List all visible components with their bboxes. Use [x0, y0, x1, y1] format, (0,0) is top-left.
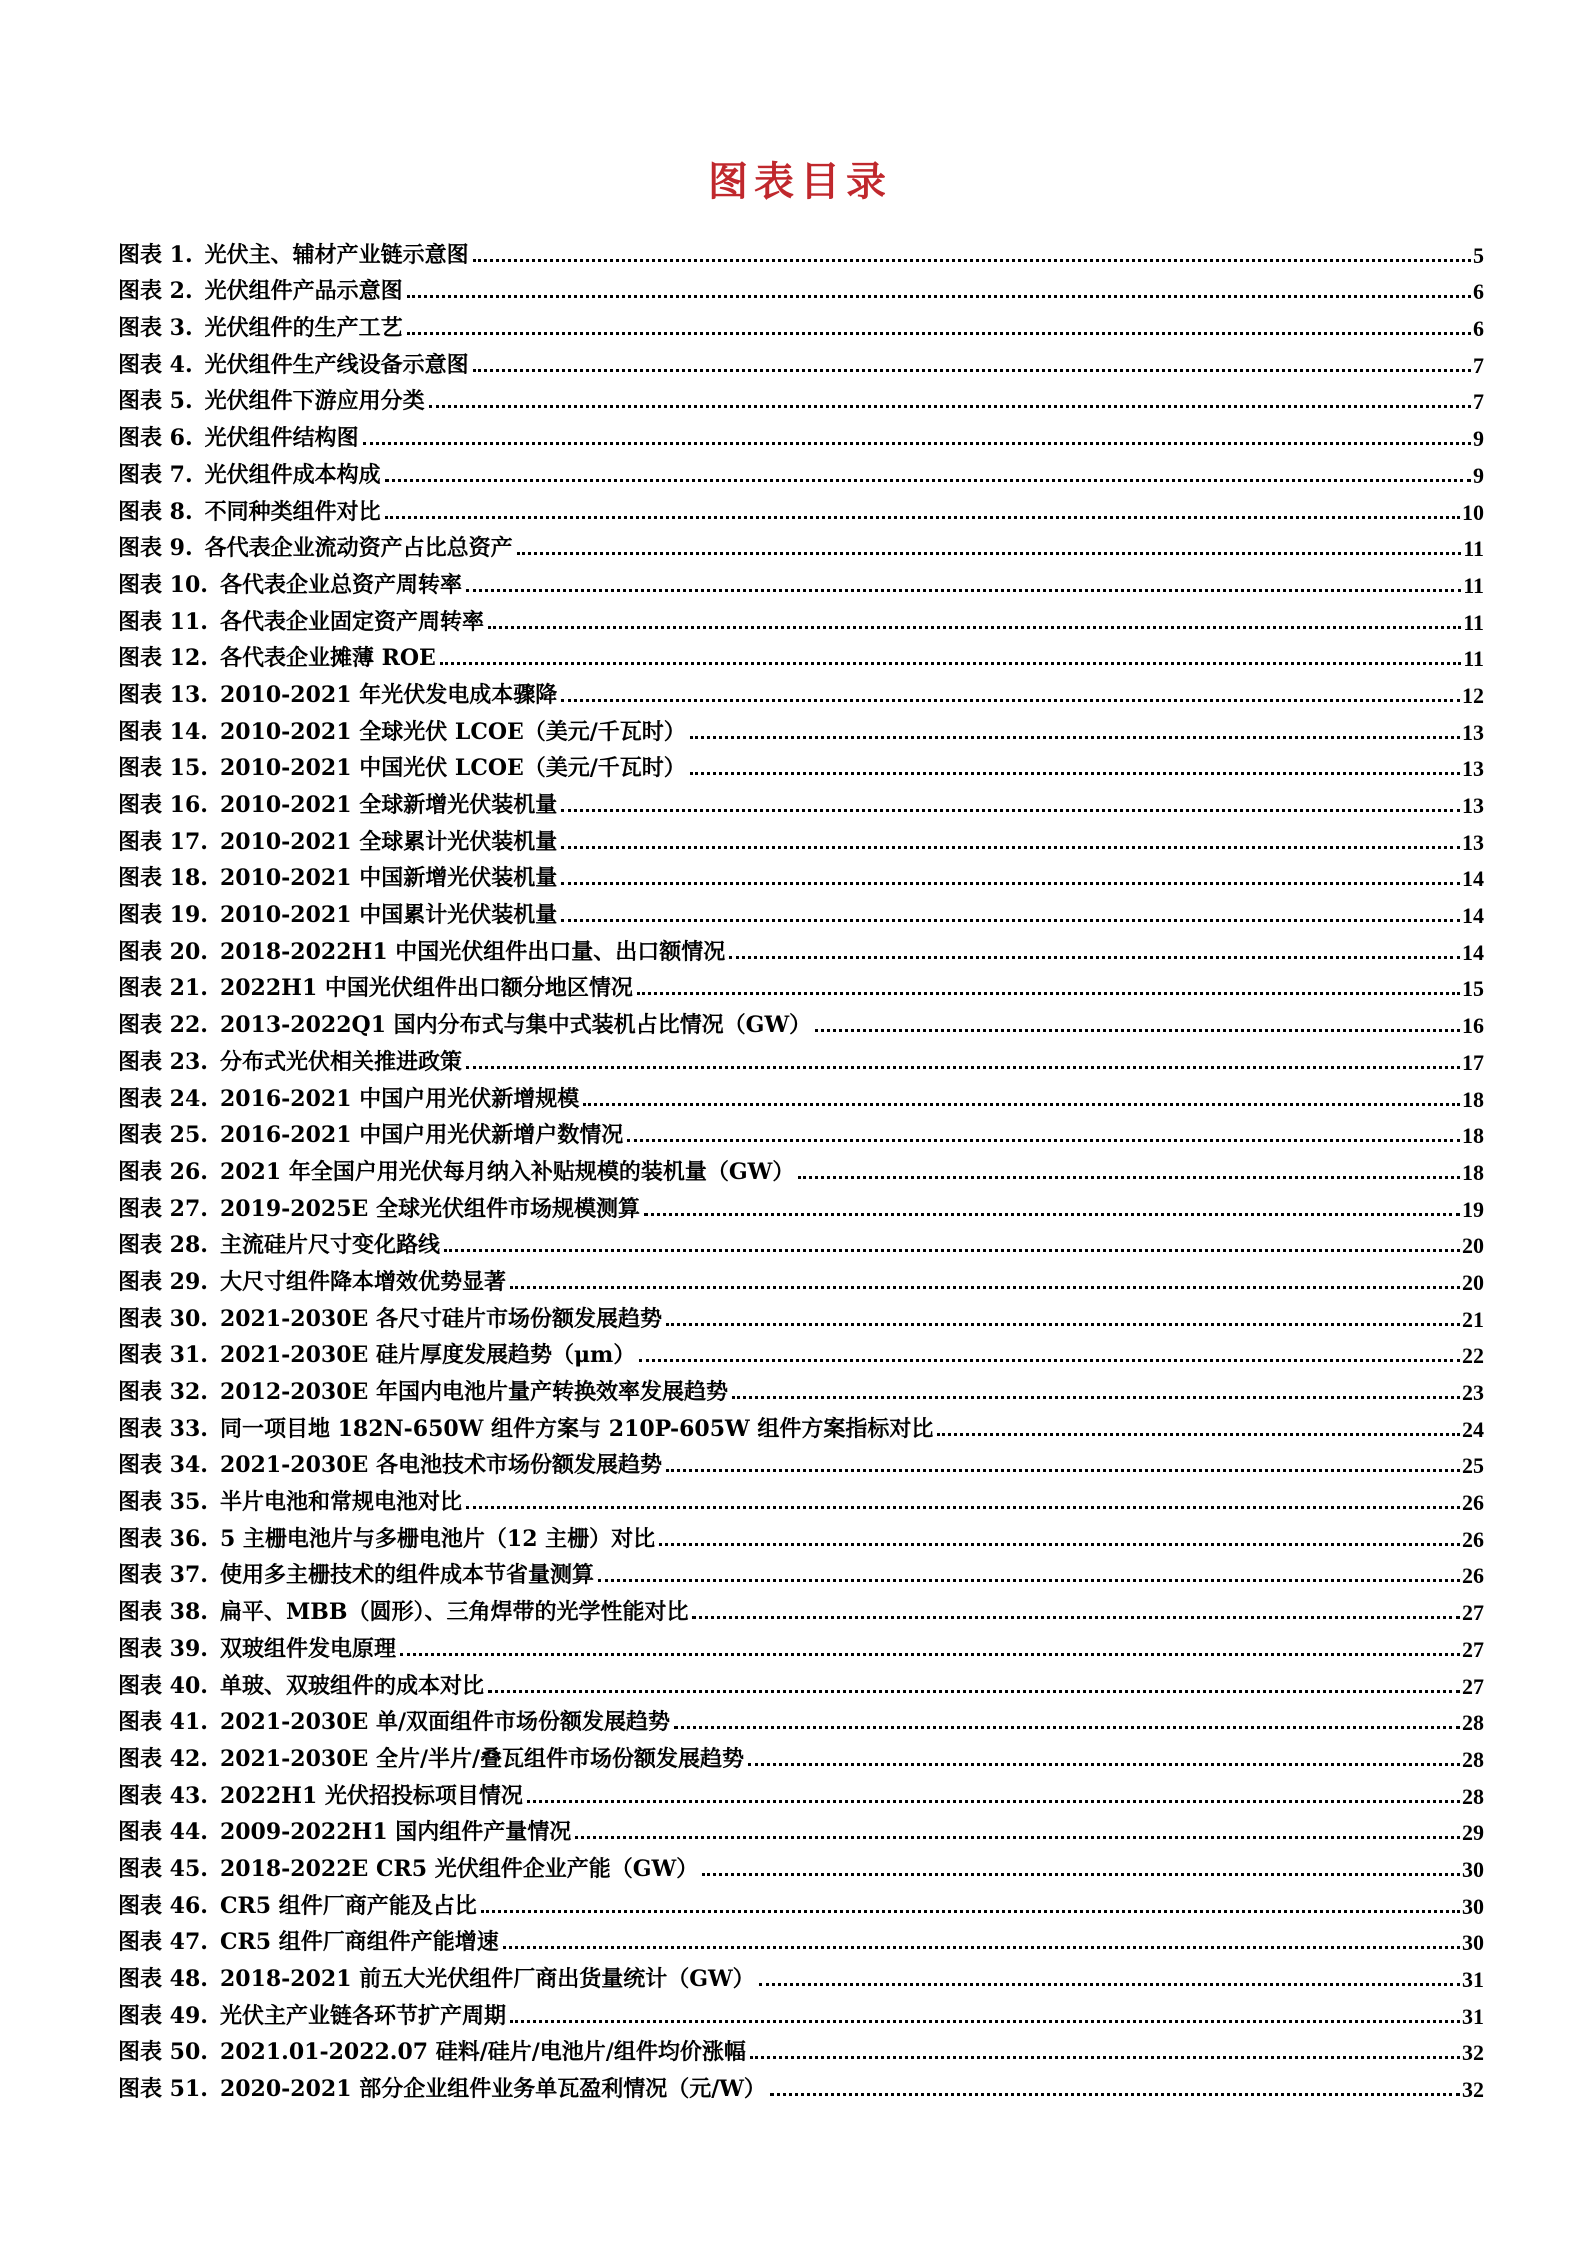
- entry-page: 12: [1462, 682, 1484, 708]
- entry-page: 17: [1462, 1049, 1484, 1075]
- entry-label: 半片电池和常规电池对比: [219, 1489, 462, 1516]
- entry-page: 29: [1462, 1820, 1484, 1846]
- entry-number: 图表 43.: [118, 1782, 208, 1809]
- entry-label: 2010-2021 全球新增光伏装机量: [219, 792, 558, 818]
- toc-entry[interactable]: [118, 1993, 1484, 2030]
- toc-entry[interactable]: [118, 1002, 1484, 1039]
- dot-leader: [561, 846, 1460, 849]
- entry-label: 2019-2025E 全球光伏组件市场规模测算: [219, 1195, 640, 1222]
- entry-page: 32: [1462, 2077, 1484, 2103]
- entry-label: 光伏组件的生产工艺: [204, 315, 403, 342]
- toc-entry[interactable]: [118, 1149, 1484, 1186]
- dot-leader: [674, 1726, 1460, 1729]
- entry-page: 10: [1462, 499, 1484, 525]
- toc-entry[interactable]: [118, 1076, 1484, 1113]
- entry-page: 20: [1462, 1269, 1484, 1295]
- toc-entry[interactable]: [118, 1589, 1484, 1626]
- dot-leader: [488, 1690, 1460, 1693]
- entry-label: 单玻、双玻组件的成本对比: [219, 1672, 484, 1699]
- dot-leader: [407, 295, 1471, 298]
- dot-leader: [385, 479, 1471, 482]
- entry-number: 图表 18.: [118, 865, 208, 892]
- dot-leader: [517, 552, 1462, 555]
- entry-page: 11: [1463, 536, 1484, 562]
- dot-leader: [561, 699, 1460, 702]
- toc-entry[interactable]: [118, 232, 1484, 269]
- toc-entry[interactable]: [118, 1663, 1484, 1700]
- entry-number: 图表 11.: [118, 608, 208, 635]
- entry-page: 27: [1462, 1600, 1484, 1626]
- dot-leader: [750, 2056, 1460, 2059]
- entry-page: 5: [1473, 242, 1484, 268]
- toc-entry[interactable]: [118, 1333, 1484, 1370]
- entry-page: 19: [1462, 1196, 1484, 1222]
- toc-entry[interactable]: [118, 1406, 1484, 1443]
- entry-label: 分布式光伏相关推进政策: [219, 1048, 462, 1075]
- toc-entry[interactable]: [118, 636, 1484, 673]
- entry-number: 图表 15.: [118, 755, 208, 782]
- entry-label: 2016-2021 中国户用光伏新增规模: [219, 1085, 580, 1112]
- entry-number: 图表 19.: [118, 902, 208, 929]
- dot-leader: [637, 992, 1460, 995]
- entry-number: 图表 4.: [118, 351, 193, 378]
- entry-label: 大尺寸组件降本增效优势显著: [219, 1268, 506, 1295]
- entry-page: 18: [1462, 1159, 1484, 1185]
- dot-leader: [692, 1616, 1460, 1619]
- entry-number: 图表 47.: [118, 1929, 208, 1956]
- toc-entry[interactable]: [118, 1039, 1484, 1076]
- entry-page: 30: [1462, 1893, 1484, 1919]
- dot-leader: [639, 1359, 1460, 1362]
- entry-label: CR5 组件厂商组件产能增速: [219, 1929, 499, 1956]
- entry-page: 13: [1462, 756, 1484, 782]
- dot-leader: [815, 1029, 1460, 1032]
- dot-leader: [627, 1139, 1460, 1142]
- toc-entry[interactable]: [118, 1956, 1484, 1993]
- dot-leader: [429, 405, 1471, 408]
- entry-label: 光伏组件产品示意图: [204, 278, 403, 305]
- dot-leader: [729, 956, 1460, 959]
- toc-entry[interactable]: [118, 1369, 1484, 1406]
- toc-entry[interactable]: [118, 1186, 1484, 1223]
- toc-entry[interactable]: [118, 1113, 1484, 1150]
- toc-entry[interactable]: [118, 599, 1484, 636]
- dot-leader: [488, 626, 1461, 629]
- dot-leader: [690, 772, 1460, 775]
- entry-label: 各代表企业固定资产周转率: [219, 608, 484, 635]
- entry-number: 图表 31.: [118, 1342, 208, 1369]
- entry-page: 23: [1462, 1380, 1484, 1405]
- entry-label: 2021 年全国户用光伏每月纳入补贴规模的装机量（GW）: [219, 1158, 795, 1185]
- entry-label: 2018-2021 前五大光伏组件厂商出货量统计（GW）: [219, 1966, 755, 1992]
- entry-number: 图表 51.: [118, 2076, 208, 2103]
- entry-number: 图表 1.: [118, 241, 193, 268]
- entry-label: 2010-2021 中国光伏 LCOE（美元/千瓦时）: [219, 755, 686, 782]
- dot-leader: [666, 1469, 1460, 1472]
- toc-entry[interactable]: [118, 819, 1484, 856]
- entry-number: 图表 40.: [118, 1672, 208, 1699]
- entry-number: 图表 25.: [118, 1122, 208, 1149]
- toc-entry[interactable]: [118, 1259, 1484, 1296]
- dot-leader: [770, 2093, 1460, 2096]
- entry-label: 光伏组件下游应用分类: [204, 388, 425, 415]
- entry-page: 24: [1462, 1416, 1484, 1442]
- entry-label: 2010-2021 全球光伏 LCOE（美元/千瓦时）: [219, 718, 686, 745]
- entry-number: 图表 22.: [118, 1012, 208, 1039]
- dot-leader: [690, 736, 1460, 739]
- entry-number: 图表 44.: [118, 1819, 208, 1846]
- dot-leader: [466, 1506, 1460, 1509]
- dot-leader: [561, 809, 1460, 812]
- entry-page: 18: [1462, 1086, 1484, 1112]
- dot-leader: [481, 1910, 1460, 1913]
- entry-number: 图表 35.: [118, 1489, 208, 1516]
- entry-number: 图表 50.: [118, 2039, 208, 2066]
- toc-entry[interactable]: [118, 746, 1484, 783]
- entry-page: 11: [1463, 646, 1484, 672]
- entry-number: 图表 41.: [118, 1709, 208, 1736]
- entry-label: 各代表企业摊薄 ROE: [219, 645, 436, 672]
- entry-number: 图表 9.: [118, 535, 193, 562]
- entry-number: 图表 3.: [118, 315, 193, 342]
- entry-page: 9: [1473, 426, 1484, 452]
- entry-label: 光伏组件生产线设备示意图: [204, 351, 469, 378]
- entry-page: 20: [1462, 1233, 1484, 1259]
- dot-leader: [473, 259, 1471, 262]
- entry-label: 同一项目地 182N-650W 组件方案与 210P-605W 组件方案指标对比: [219, 1415, 934, 1442]
- entry-page: 9: [1473, 462, 1484, 488]
- toc-list: [118, 232, 1484, 2103]
- toc-entry[interactable]: [118, 489, 1484, 526]
- toc-entry[interactable]: [118, 452, 1484, 489]
- toc-entry[interactable]: [118, 1443, 1484, 1480]
- entry-label: 不同种类组件对比: [204, 498, 381, 525]
- entry-number: 图表 8.: [118, 498, 193, 525]
- entry-number: 图表 30.: [118, 1305, 208, 1332]
- toc-entry[interactable]: [118, 929, 1484, 966]
- toc-entry[interactable]: [118, 1516, 1484, 1553]
- toc-entry[interactable]: [118, 269, 1484, 306]
- entry-number: 图表 27.: [118, 1195, 208, 1222]
- entry-label: 双玻组件发电原理: [219, 1635, 396, 1662]
- entry-page: 28: [1462, 1783, 1484, 1809]
- entry-number: 图表 46.: [118, 1892, 208, 1919]
- toc-entry[interactable]: [118, 2066, 1484, 2103]
- entry-page: 28: [1462, 1746, 1484, 1772]
- entry-page: 16: [1462, 1013, 1484, 1039]
- entry-label: 2016-2021 中国户用光伏新增户数情况: [219, 1122, 624, 1149]
- toc-entry[interactable]: [118, 1553, 1484, 1590]
- toc-entry[interactable]: [118, 526, 1484, 563]
- entry-number: 图表 32.: [118, 1379, 208, 1405]
- entry-number: 图表 37.: [118, 1562, 208, 1589]
- entry-label: 光伏组件结构图: [204, 425, 359, 452]
- dot-leader: [561, 882, 1460, 885]
- entry-number: 图表 48.: [118, 1966, 208, 1992]
- entry-page: 26: [1462, 1490, 1484, 1516]
- dot-leader: [748, 1763, 1460, 1766]
- toc-entry[interactable]: [118, 379, 1484, 416]
- entry-number: 图表 7.: [118, 461, 193, 488]
- toc-entry[interactable]: [118, 966, 1484, 1003]
- entry-label: 2012-2030E 年国内电池片量产转换效率发展趋势: [219, 1379, 728, 1405]
- entry-label: 2021-2030E 各电池技术市场份额发展趋势: [219, 1452, 662, 1479]
- entry-number: 图表 14.: [118, 718, 208, 745]
- toc-entry[interactable]: [118, 1296, 1484, 1333]
- entry-page: 11: [1463, 572, 1484, 598]
- entry-number: 图表 23.: [118, 1048, 208, 1075]
- entry-number: 图表 38.: [118, 1599, 208, 1626]
- dot-leader: [385, 516, 1460, 519]
- entry-number: 图表 49.: [118, 2002, 208, 2029]
- entry-number: 图表 33.: [118, 1415, 208, 1442]
- entry-label: 5 主栅电池片与多栅电池片（12 主栅）对比: [219, 1525, 656, 1552]
- toc-entry[interactable]: [118, 1479, 1484, 1516]
- toc-entry[interactable]: [118, 856, 1484, 893]
- entry-number: 图表 5.: [118, 388, 193, 415]
- dot-leader: [400, 1653, 1460, 1656]
- entry-number: 图表 36.: [118, 1525, 208, 1552]
- toc-entry[interactable]: [118, 1846, 1484, 1883]
- entry-number: 图表 39.: [118, 1635, 208, 1662]
- entry-label: 2021.01-2022.07 硅料/硅片/电池片/组件均价涨幅: [219, 2039, 746, 2066]
- dot-leader: [444, 1249, 1460, 1252]
- entry-number: 图表 29.: [118, 1268, 208, 1295]
- entry-label: 使用多主栅技术的组件成本节省量测算: [219, 1562, 594, 1589]
- entry-page: 14: [1462, 866, 1484, 892]
- dot-leader: [583, 1103, 1460, 1106]
- entry-number: 图表 6.: [118, 425, 193, 452]
- entry-number: 图表 28.: [118, 1232, 208, 1259]
- entry-label: 各代表企业总资产周转率: [219, 571, 462, 598]
- entry-label: 2009-2022H1 国内组件产量情况: [219, 1819, 572, 1846]
- entry-label: 2021-2030E 硅片厚度发展趋势（μm）: [219, 1342, 636, 1369]
- entry-number: 图表 16.: [118, 792, 208, 818]
- entry-label: 光伏组件成本构成: [204, 461, 381, 488]
- entry-page: 30: [1462, 1856, 1484, 1882]
- entry-number: 图表 10.: [118, 571, 208, 598]
- entry-page: 32: [1462, 2040, 1484, 2066]
- entry-number: 图表 13.: [118, 681, 208, 708]
- entry-page: 22: [1462, 1343, 1484, 1369]
- entry-label: CR5 组件厂商产能及占比: [219, 1892, 477, 1919]
- entry-label: 光伏主、辅材产业链示意图: [204, 241, 469, 268]
- entry-number: 图表 12.: [118, 645, 208, 672]
- toc-entry[interactable]: [118, 305, 1484, 342]
- entry-page: 27: [1462, 1673, 1484, 1699]
- dot-leader: [759, 1983, 1460, 1986]
- dot-leader: [702, 1873, 1460, 1876]
- toc-entry[interactable]: [118, 562, 1484, 599]
- entry-page: 28: [1462, 1710, 1484, 1736]
- dot-leader: [575, 1836, 1460, 1839]
- entry-label: 2022H1 中国光伏组件出口额分地区情况: [219, 975, 633, 1002]
- entry-page: 15: [1462, 976, 1484, 1002]
- entry-label: 2021-2030E 各尺寸硅片市场份额发展趋势: [219, 1305, 662, 1332]
- entry-label: 扁平、MBB（圆形）、三角焊带的光学性能对比: [219, 1599, 689, 1626]
- dot-leader: [466, 589, 1461, 592]
- entry-label: 2021-2030E 单/双面组件市场份额发展趋势: [219, 1709, 670, 1736]
- entry-page: 31: [1462, 1967, 1484, 1992]
- entry-number: 图表 34.: [118, 1452, 208, 1479]
- dot-leader: [937, 1433, 1460, 1436]
- toc-entry[interactable]: [118, 892, 1484, 929]
- entry-label: 2010-2021 中国新增光伏装机量: [219, 865, 558, 892]
- toc-entry[interactable]: [118, 415, 1484, 452]
- entry-page: 25: [1462, 1453, 1484, 1479]
- dot-leader: [561, 919, 1460, 922]
- dot-leader: [440, 662, 1461, 665]
- entry-label: 2010-2021 全球累计光伏装机量: [219, 828, 558, 855]
- entry-page: 14: [1462, 939, 1484, 965]
- toc-entry[interactable]: [118, 1883, 1484, 1920]
- entry-page: 31: [1462, 2003, 1484, 2029]
- toc-entry[interactable]: [118, 1626, 1484, 1663]
- entry-number: 图表 24.: [118, 1085, 208, 1112]
- dot-leader: [666, 1323, 1460, 1326]
- entry-page: 7: [1473, 352, 1484, 378]
- entry-page: 13: [1462, 719, 1484, 745]
- entry-number: 图表 45.: [118, 1855, 208, 1882]
- dot-leader: [732, 1396, 1460, 1399]
- entry-page: 21: [1462, 1306, 1484, 1332]
- entry-label: 2018-2022E CR5 光伏组件企业产能（GW）: [219, 1855, 699, 1882]
- toc-entry[interactable]: [118, 1223, 1484, 1260]
- toc-entry[interactable]: [118, 782, 1484, 819]
- entry-page: 26: [1462, 1563, 1484, 1589]
- entry-number: 图表 2.: [118, 278, 193, 305]
- entry-number: 图表 20.: [118, 938, 208, 965]
- toc-entry[interactable]: [118, 1700, 1484, 1737]
- entry-page: 14: [1462, 903, 1484, 929]
- toc-entry[interactable]: [118, 1773, 1484, 1810]
- toc-entry[interactable]: [118, 1736, 1484, 1773]
- dot-leader: [527, 1800, 1460, 1803]
- entry-label: 主流硅片尺寸变化路线: [219, 1232, 440, 1259]
- entry-page: 11: [1463, 609, 1484, 635]
- toc-entry[interactable]: [118, 2030, 1484, 2067]
- entry-label: 2013-2022Q1 国内分布式与集中式装机占比情况（GW）: [219, 1012, 812, 1039]
- entry-label: 2010-2021 年光伏发电成本骤降: [219, 681, 558, 708]
- entry-label: 2022H1 光伏招投标项目情况: [219, 1782, 523, 1809]
- dot-leader: [598, 1579, 1460, 1582]
- dot-leader: [659, 1543, 1460, 1546]
- toc-entry[interactable]: [118, 342, 1484, 379]
- entry-page: 30: [1462, 1930, 1484, 1956]
- dot-leader: [473, 369, 1471, 372]
- dot-leader: [644, 1213, 1460, 1216]
- toc-title: 图表目录: [708, 158, 892, 205]
- entry-number: 图表 26.: [118, 1158, 208, 1185]
- entry-label: 2010-2021 中国累计光伏装机量: [219, 902, 558, 929]
- entry-page: 27: [1462, 1636, 1484, 1662]
- entry-page: 13: [1462, 793, 1484, 818]
- toc-entry[interactable]: [118, 1920, 1484, 1957]
- entry-page: 26: [1462, 1526, 1484, 1552]
- entry-label: 2021-2030E 全片/半片/叠瓦组件市场份额发展趋势: [219, 1745, 745, 1772]
- dot-leader: [363, 442, 1471, 445]
- entry-page: 7: [1473, 389, 1484, 415]
- entry-label: 光伏主产业链各环节扩产周期: [219, 2002, 506, 2029]
- dot-leader: [510, 2020, 1460, 2023]
- dot-leader: [407, 332, 1471, 335]
- toc-entry[interactable]: [118, 672, 1484, 709]
- entry-number: 图表 17.: [118, 828, 208, 855]
- dot-leader: [510, 1286, 1460, 1289]
- dot-leader: [503, 1946, 1460, 1949]
- entry-page: 13: [1462, 829, 1484, 855]
- entry-page: 6: [1473, 316, 1484, 342]
- entry-label: 2020-2021 部分企业组件业务单瓦盈利情况（元/W）: [219, 2076, 766, 2103]
- entry-number: 图表 21.: [118, 975, 208, 1002]
- entry-label: 2018-2022H1 中国光伏组件出口量、出口额情况: [219, 938, 726, 965]
- entry-page: 6: [1473, 279, 1484, 305]
- entry-page: 18: [1462, 1123, 1484, 1149]
- dot-leader: [798, 1176, 1460, 1179]
- toc-entry[interactable]: [118, 709, 1484, 746]
- entry-number: 图表 42.: [118, 1745, 208, 1772]
- dot-leader: [466, 1066, 1460, 1069]
- toc-entry[interactable]: [118, 1810, 1484, 1847]
- entry-label: 各代表企业流动资产占比总资产: [204, 535, 513, 562]
